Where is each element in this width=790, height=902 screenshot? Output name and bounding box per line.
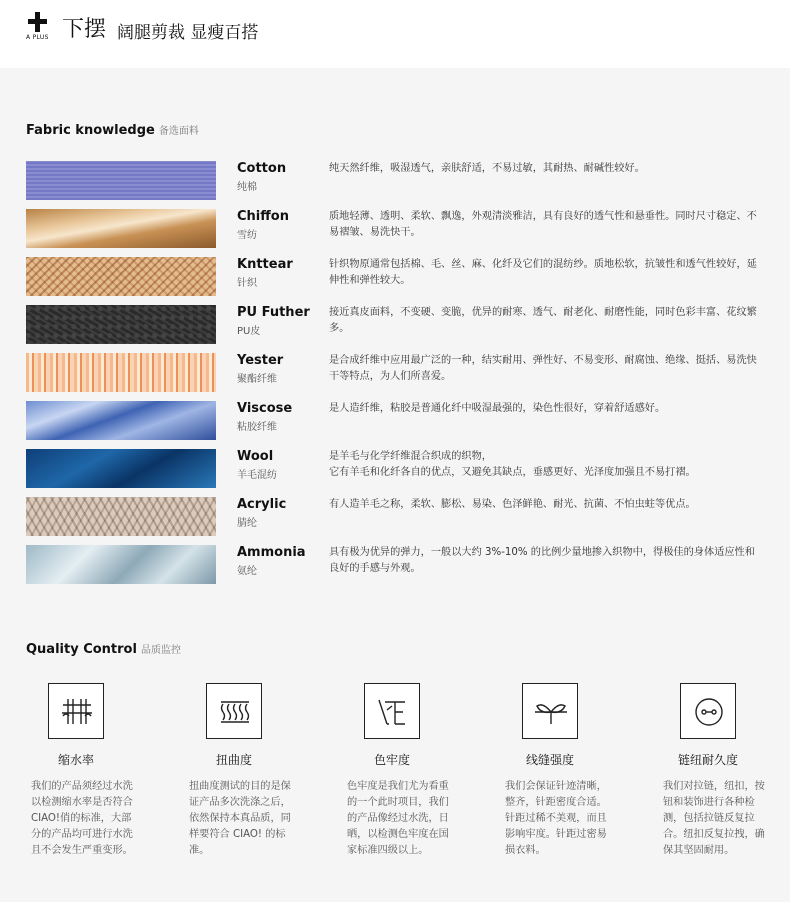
fabric-cn-name: 氨纶 — [237, 566, 257, 577]
fabric-name: Yester — [237, 353, 284, 368]
page-title: 下摆 — [62, 17, 107, 42]
fabric-row-ammonia — [0, 545, 790, 589]
wool-swatch — [26, 449, 216, 488]
qc-item-colorfastness — [342, 683, 492, 883]
qc-name: 缩水率 — [57, 753, 94, 767]
ammonia-swatch — [26, 545, 216, 584]
fabric-description: 是人造纤维，粘胶是普通化纤中吸湿最强的，染色性很好，穿着舒适感好。 — [329, 403, 666, 414]
fabric-name: Chiffon — [237, 209, 289, 224]
viscose-swatch — [26, 401, 216, 440]
page-subtitle: 阔腿剪裁 显瘦百搭 — [117, 23, 259, 43]
fabric-cn-name: 羊毛混纺 — [237, 470, 277, 481]
fabric-cn-name: 聚酯纤维 — [237, 374, 277, 385]
fabric-description: 纯天然纤维，吸湿透气，亲肤舒适，不易过敏，其耐热、耐碱性较好。 — [329, 163, 645, 174]
qc-item-shrinkage — [26, 683, 176, 883]
fabric-cn-name: 纯棉 — [237, 182, 257, 193]
fabric-description: 针织物原通常包括棉、毛、丝、麻、化纤及它们的混纺纱。质地松软，抗皱性和透气性较好，延伸性和弹性较大。 — [329, 259, 757, 286]
brand-mark: A PLUS — [26, 34, 49, 41]
fabric-row-chiffon — [0, 209, 790, 253]
fabric-cn-name: 腈纶 — [237, 518, 257, 529]
qc-name: 链纽耐久度 — [677, 753, 738, 767]
fabric-section-subtitle: 备选面料 — [158, 126, 199, 137]
fabric-name: Ammonia — [237, 545, 306, 560]
fabric-description: 质地轻薄、透明、柔软、飘逸，外观清淡雅洁，具有良好的透气性和悬垂性。同时尺寸稳定、不易褶皱、易洗快干。 — [329, 211, 757, 238]
quality-section-title: Quality Control 品质监控 — [26, 642, 181, 657]
fabric-cn-name: 雪纺 — [237, 230, 257, 241]
cotton-swatch — [26, 161, 216, 200]
fabric-row-acrylic — [0, 497, 790, 541]
fabric-row-yester — [0, 353, 790, 397]
fabric-name: Cotton — [237, 161, 287, 176]
qc-item-seam — [500, 683, 650, 883]
button-durability-icon — [680, 683, 736, 739]
qc-item-twist — [184, 683, 334, 883]
fabric-row-viscose — [0, 401, 790, 445]
fabric-name: PU Futher — [237, 305, 310, 320]
twist-icon — [206, 683, 262, 739]
qc-description: 色牢度是我们尤为看重的一个此时项目，我们的产品像经过水洗，日晒，以检测色牢度在国家标准四级以上。 — [347, 781, 449, 856]
qc-item-button — [658, 683, 790, 883]
fabric-description: 有人造羊毛之称，柔软、膨松、易染、色泽鲜艳、耐光、抗菌、不怕虫蛀等优点。 — [329, 499, 696, 510]
fabric-row-pu — [0, 305, 790, 349]
fabric-row-knit — [0, 257, 790, 301]
qc-name: 色牢度 — [373, 753, 410, 767]
fabric-description: 接近真皮面料，不变硬、变脆，优异的耐寒、透气、耐老化、耐磨性能，同时色彩丰富、花纹繁多。 — [329, 307, 757, 334]
knit-swatch — [26, 257, 216, 296]
fabric-cn-name: 针织 — [237, 278, 257, 289]
shrinkage-icon — [48, 683, 104, 739]
acrylic-swatch — [26, 497, 216, 536]
qc-name: 扭曲度 — [215, 753, 252, 767]
fabric-row-cotton — [0, 161, 790, 205]
brand-logo — [26, 12, 52, 42]
pu-leather-swatch — [26, 305, 216, 344]
fabric-name: Acrylic — [237, 497, 287, 512]
fabric-name: Viscose — [237, 401, 293, 416]
chiffon-swatch — [26, 209, 216, 248]
qc-name: 线缝强度 — [525, 753, 574, 767]
quality-section-subtitle: 品质监控 — [140, 645, 181, 656]
colorfastness-icon — [364, 683, 420, 739]
fabric-cn-name: 粘胶纤维 — [237, 422, 277, 433]
fabric-name: Knttear — [237, 257, 293, 272]
seam-strength-icon — [522, 683, 578, 739]
fabric-row-wool — [0, 449, 790, 493]
fabric-description: 是合成纤维中应用最广泛的一种，结实耐用、弹性好、不易变形、耐腐蚀、绝缘、挺括、易洗快干等特点，为人们所喜爱。 — [329, 355, 757, 382]
fabric-description: 是羊毛与化学纤维混合织成的织物， 它有羊毛和化纤各自的优点，又避免其缺点，垂感更好、光泽度加强且不易打褶。 — [329, 451, 696, 478]
qc-description: 我们会保证针迹清晰，整齐，针距密度合适。针距过稀不美观，而且影响牢度。针距过密易损衣料。 — [505, 781, 607, 856]
qc-description: 我们的产品须经过水洗以检测缩水率是否符合CIAO!俏的标准，大部分的产品均可进行水洗且不会发生严重变形。 — [31, 781, 133, 856]
qc-description: 扭曲度测试的目的是保证产品多次洗涤之后，依然保持本真品质，同样要符合 CIAO! 的标准。 — [189, 781, 291, 856]
page-header — [0, 0, 790, 68]
fabric-name: Wool — [237, 449, 274, 464]
fabric-section-title: Fabric knowledge 备选面料 — [26, 123, 199, 138]
yester-swatch — [26, 353, 216, 392]
fabric-cn-name: PU皮 — [237, 326, 261, 337]
qc-description: 我们对拉链，纽扣，按钮和装饰进行各种检测，包括拉链反复拉合。纽扣反复拉拽，确保其坚固耐用。 — [663, 781, 765, 856]
fabric-description: 具有极为优异的弹力，一般以大约 3%-10% 的比例少量地掺入织物中，得极佳的身体适应性和良好的手感与外观。 — [329, 547, 755, 574]
